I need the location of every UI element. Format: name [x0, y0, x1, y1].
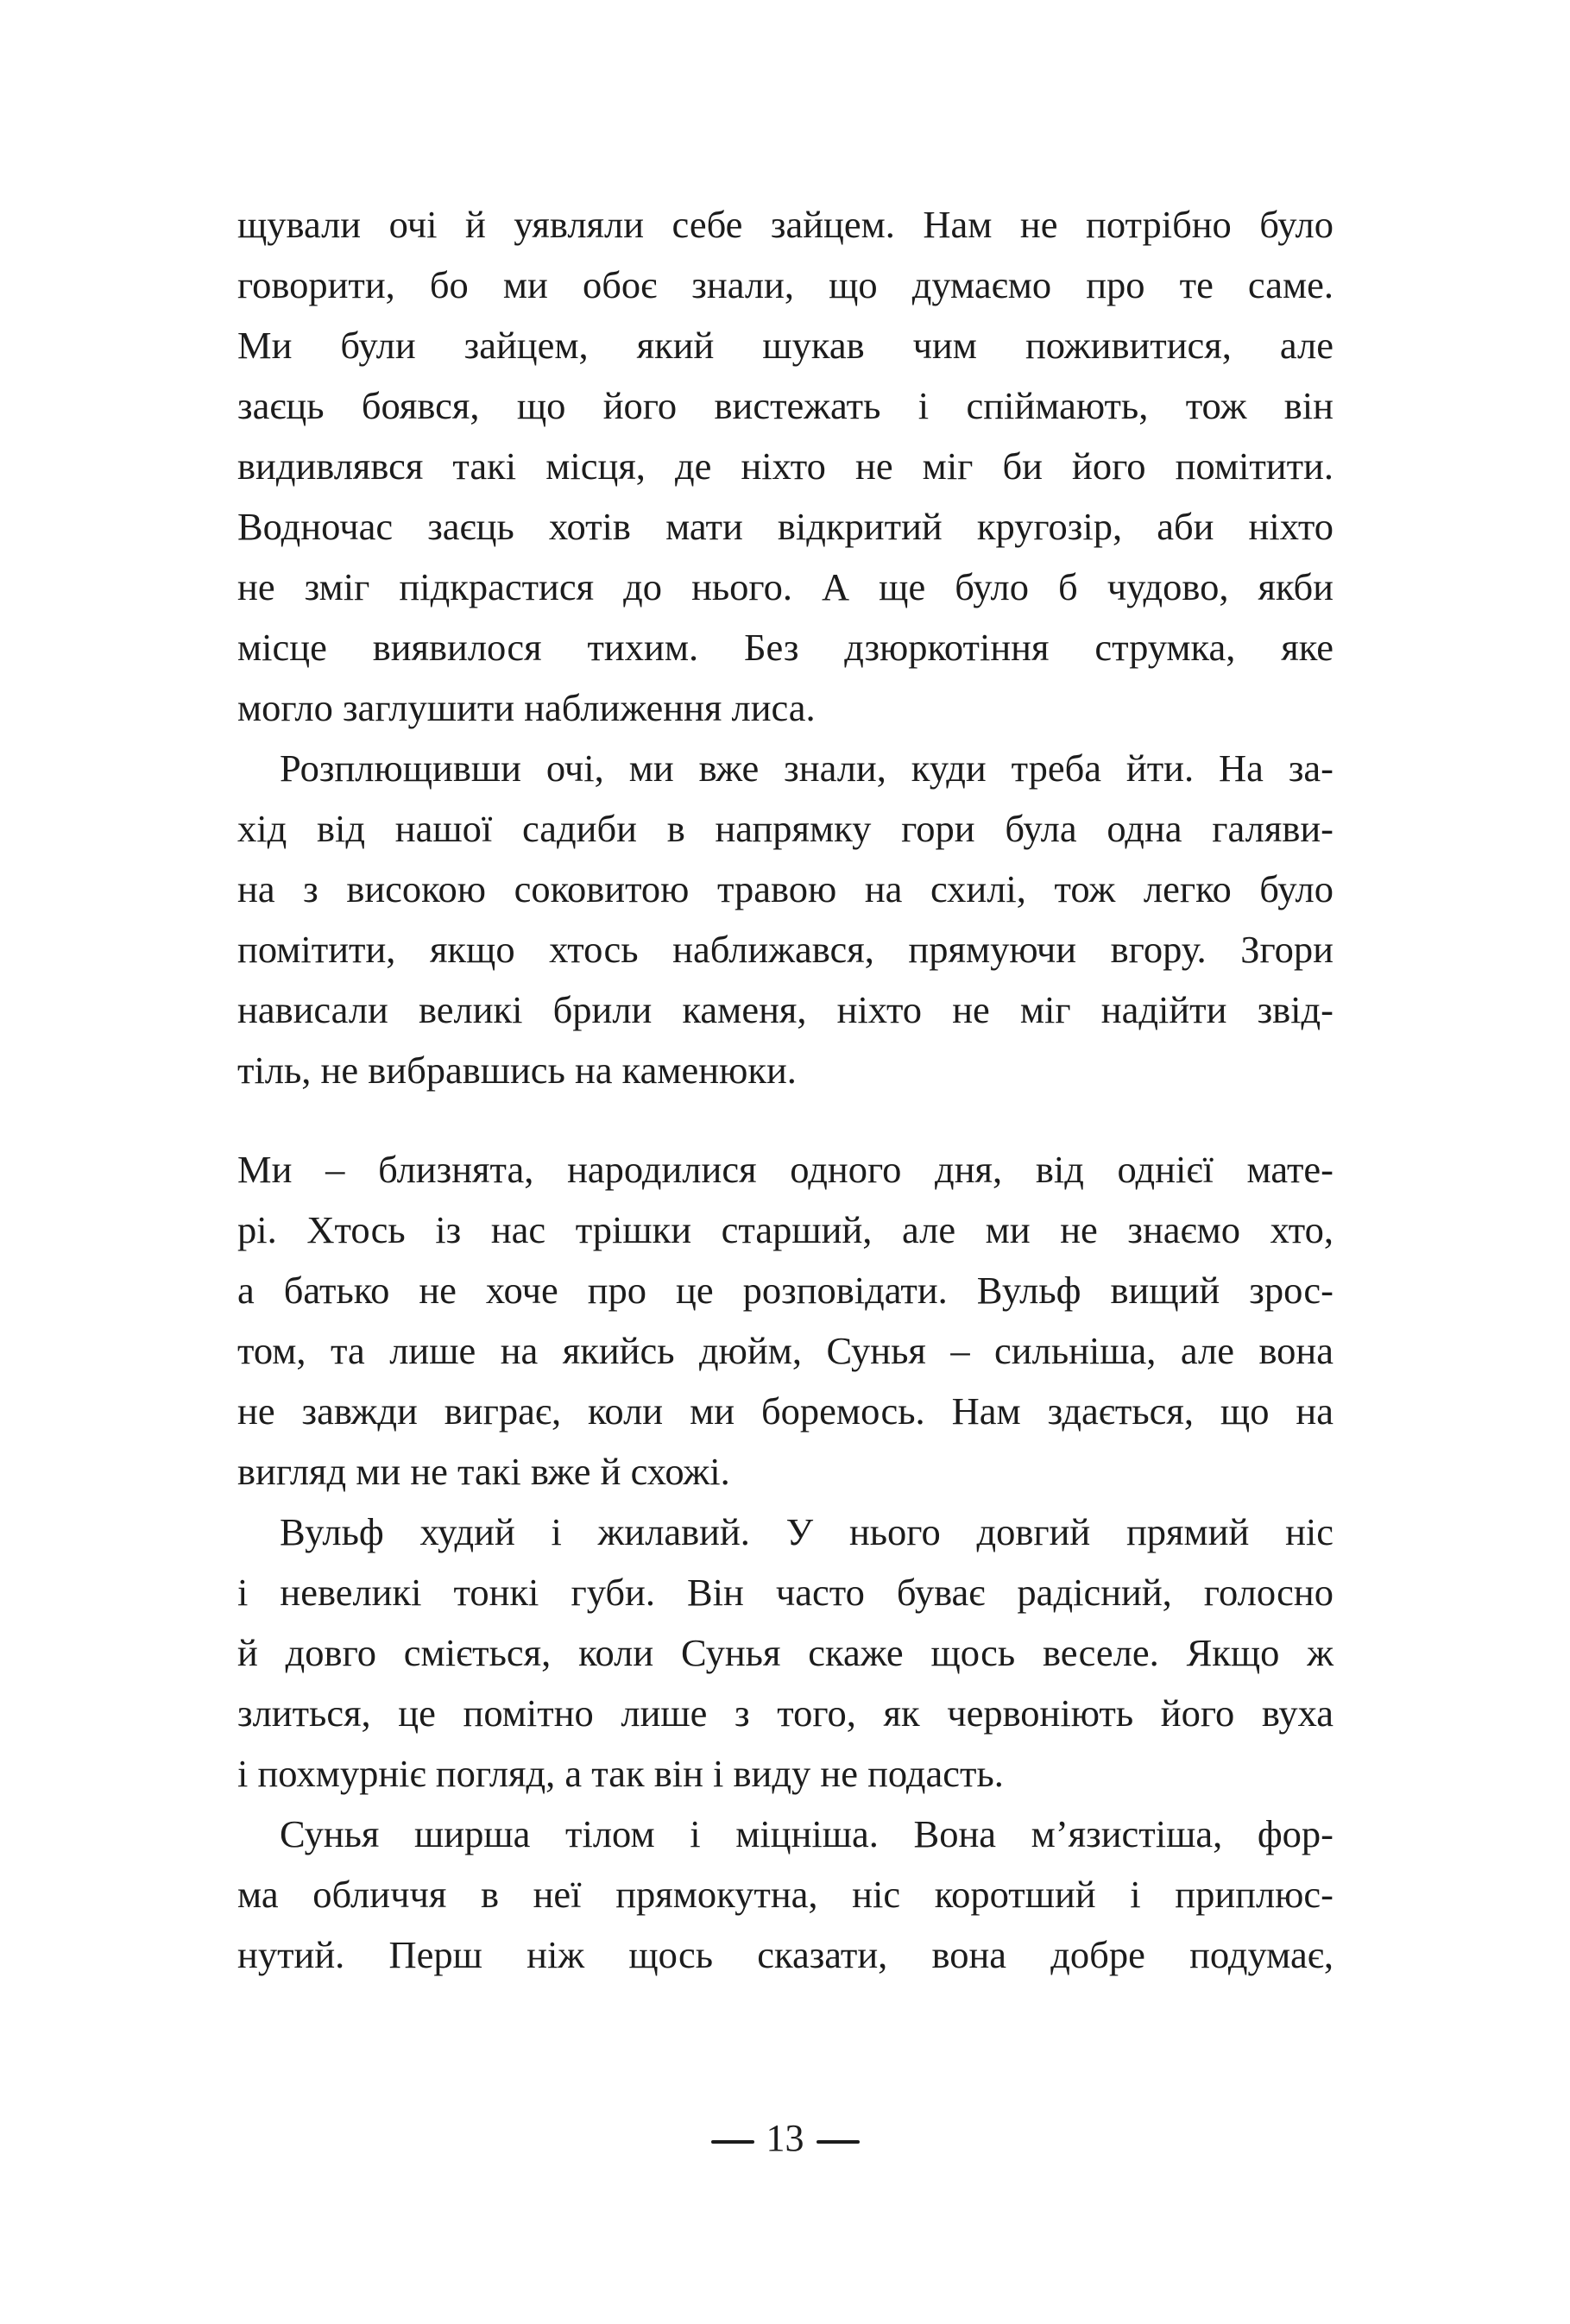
text-line: злиться, це помітно лише з того, як червоніють його вуха: [237, 1691, 1334, 1735]
text-line: ма обличчя в неї прямокутна, ніс коротший і приплюс-: [237, 1873, 1334, 1916]
page-number-footer: [0, 2116, 1570, 2160]
text-line: том, та лише на якийсь дюйм, Сунья – сильніша, але вона: [237, 1329, 1334, 1372]
text-line: й довго сміється, коли Сунья скаже щось веселе. Якщо ж: [237, 1631, 1334, 1674]
text-line: хід від нашої садиби в напрямку гори була одна галяви-: [237, 807, 1334, 850]
page-number: 13: [766, 2117, 804, 2159]
text-line: Вульф худий і жилавий. У нього довгий прямий ніс: [280, 1510, 1334, 1553]
text-line: говорити, бо ми обоє знали, що думаємо про те саме.: [237, 263, 1334, 306]
text-line: місце виявилося тихим. Без дзюркотіння струмка, яке: [237, 626, 1334, 669]
text-line: могло заглушити наближення лиса.: [237, 686, 816, 729]
text-line: і невеликі тонкі губи. Він часто буває радісний, голосно: [237, 1571, 1334, 1614]
folio-ornament-right: [817, 2140, 860, 2144]
text-line: Розплющивши очі, ми вже знали, куди треба йти. На за-: [280, 746, 1334, 790]
text-section-2: [237, 1139, 1334, 1985]
text-line: не завжди виграє, коли ми боремось. Нам здається, що на: [237, 1389, 1334, 1433]
folio-ornament-left: [711, 2140, 754, 2144]
text-line: Водночас заєць хотів мати відкритий кругозір, аби ніхто: [237, 505, 1334, 548]
text-line: нависали великі брили каменя, ніхто не міг надійти звід-: [237, 988, 1334, 1031]
text-line: Ми – близнята, народилися одного дня, від однієї мате-: [237, 1148, 1334, 1191]
text-line: на з високою соковитою травою на схилі, тож легко було: [237, 867, 1334, 910]
text-line: тіль, не вибравшись на каменюки.: [237, 1049, 797, 1092]
text-line: помітити, якщо хтось наближався, прямуючи вгору. Згори: [237, 928, 1334, 971]
text-line: щували очі й уявляли себе зайцем. Нам не потрібно було: [237, 203, 1334, 246]
text-line: а батько не хоче про це розповідати. Вульф вищий зрос-: [237, 1269, 1334, 1312]
text-line: заєць боявся, що його вистежать і спіймають, тож він: [237, 384, 1334, 427]
text-line: нутий. Перш ніж щось сказати, вона добре подумає,: [237, 1933, 1334, 1976]
text-line: Ми були зайцем, який шукав чим поживитися, але: [237, 324, 1334, 367]
text-line: видивлявся такі місця, де ніхто не міг би його помітити.: [237, 444, 1334, 488]
text-section-1: [237, 194, 1334, 1100]
text-line: не зміг підкрастися до нього. А ще було б чудово, якби: [237, 565, 1334, 608]
text-line: рі. Хтось із нас трішки старший, але ми не знаємо хто,: [237, 1208, 1334, 1251]
text-line: вигляд ми не такі вже й схожі.: [237, 1450, 730, 1493]
text-line: і похмурніє погляд, а так він і виду не подасть.: [237, 1752, 1004, 1795]
text-line: Сунья ширша тілом і міцніша. Вона м’язистіша, фор-: [280, 1812, 1334, 1855]
